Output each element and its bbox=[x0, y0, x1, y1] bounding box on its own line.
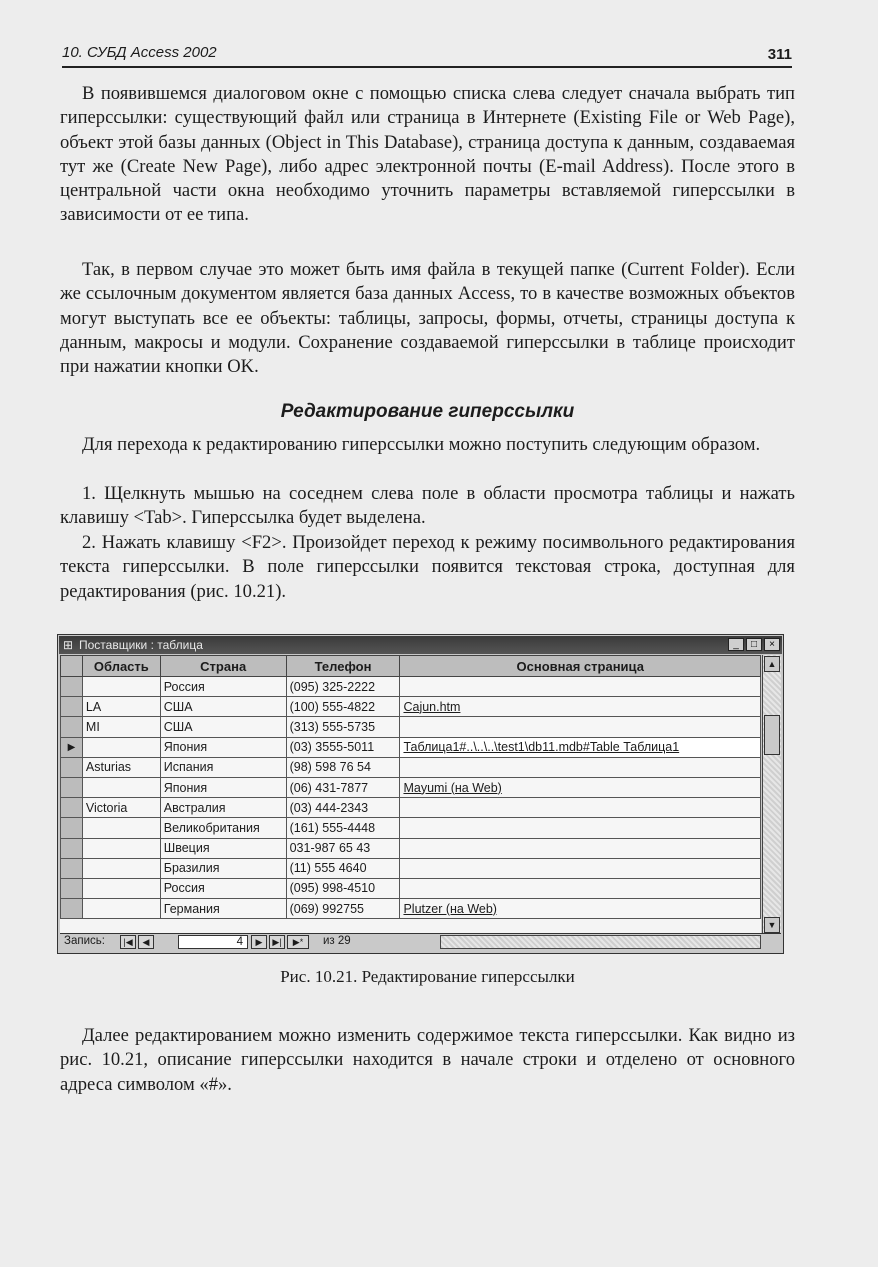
cell-homepage[interactable] bbox=[400, 878, 761, 898]
table-icon: ⊞ bbox=[63, 638, 74, 652]
figure-caption: Рис. 10.21. Редактирование гиперссылки bbox=[280, 967, 575, 986]
cell-country[interactable]: США bbox=[160, 697, 286, 717]
cell-homepage-editing[interactable]: Таблица1#..\..\..\test1\db11.mdb#Table Таблица1 bbox=[400, 737, 761, 757]
cell-phone[interactable]: (06) 431-7877 bbox=[286, 777, 400, 797]
new-record-button[interactable]: ▶* bbox=[287, 935, 309, 949]
cell-phone[interactable]: (095) 998-4510 bbox=[286, 878, 400, 898]
minimize-button[interactable]: _ bbox=[728, 638, 744, 651]
cell-country[interactable]: Австралия bbox=[160, 798, 286, 818]
cell-phone[interactable]: (313) 555-5735 bbox=[286, 717, 400, 737]
next-record-button[interactable]: ▶ bbox=[251, 935, 267, 949]
cell-phone[interactable]: (03) 3555-5011 bbox=[286, 737, 400, 757]
record-selector[interactable] bbox=[61, 899, 83, 919]
table-row bbox=[61, 677, 761, 697]
corner-selector[interactable] bbox=[61, 656, 83, 677]
running-title: 10. СУБД Access 2002 bbox=[62, 44, 217, 61]
table-row bbox=[61, 899, 761, 919]
cell-phone[interactable]: (100) 555-4822 bbox=[286, 697, 400, 717]
cell-phone[interactable]: (98) 598 76 54 bbox=[286, 757, 400, 777]
datasheet-grid bbox=[60, 655, 761, 934]
cell-homepage[interactable] bbox=[400, 838, 761, 858]
close-button[interactable]: × bbox=[764, 638, 780, 651]
window-titlebar[interactable] bbox=[59, 636, 782, 654]
cell-homepage[interactable] bbox=[400, 798, 761, 818]
cell-country[interactable]: США bbox=[160, 717, 286, 737]
scroll-thumb[interactable] bbox=[764, 715, 780, 755]
table-row-current bbox=[61, 737, 761, 757]
vertical-scrollbar[interactable] bbox=[762, 655, 781, 934]
cell-phone[interactable]: (069) 992755 bbox=[286, 899, 400, 919]
first-record-button[interactable]: |◀ bbox=[120, 935, 136, 949]
cell-country[interactable]: Испания bbox=[160, 757, 286, 777]
record-selector[interactable] bbox=[61, 878, 83, 898]
cell-country[interactable]: Великобритания bbox=[160, 818, 286, 838]
current-record-field[interactable]: 4 bbox=[178, 935, 248, 949]
cell-country[interactable]: Бразилия bbox=[160, 858, 286, 878]
cell-homepage[interactable] bbox=[400, 677, 761, 697]
header-row bbox=[61, 656, 761, 677]
record-navigation-bar bbox=[60, 933, 781, 951]
table-row bbox=[61, 697, 761, 717]
paragraph-current-folder: Так, в первом случае это может быть имя файла в текущей папке (Current Folder). Если же ссылочным документом является база данных Access, то в качестве возможных объектов могут выступать все ее объекты: таблицы, запросы, формы, отчеты, страницы доступа к данным, макросы и модули. Сохранение создаваемой гиперссылки в таблице происходит при нажатии кнопки OK. bbox=[60, 259, 795, 378]
table-row bbox=[61, 838, 761, 858]
column-header-area[interactable]: Область bbox=[82, 656, 160, 677]
record-selector[interactable] bbox=[61, 777, 83, 797]
record-selector[interactable] bbox=[61, 677, 83, 697]
section-heading: Редактирование гиперссылки bbox=[280, 401, 575, 422]
page-number: 311 bbox=[767, 46, 792, 63]
cell-area[interactable] bbox=[82, 818, 160, 838]
table-row bbox=[61, 777, 761, 797]
column-header-phone[interactable]: Телефон bbox=[286, 656, 400, 677]
access-table-window bbox=[57, 634, 784, 954]
cell-country[interactable]: Япония bbox=[160, 777, 286, 797]
cell-area[interactable] bbox=[82, 899, 160, 919]
scroll-down-arrow-icon[interactable]: ▼ bbox=[764, 917, 780, 933]
cell-phone[interactable]: (161) 555-4448 bbox=[286, 818, 400, 838]
record-selector[interactable] bbox=[61, 858, 83, 878]
cell-area[interactable] bbox=[82, 777, 160, 797]
scroll-up-arrow-icon[interactable]: ▲ bbox=[764, 656, 780, 672]
cell-area[interactable]: LA bbox=[82, 697, 160, 717]
cell-area[interactable]: MI bbox=[82, 717, 160, 737]
record-selector[interactable] bbox=[61, 838, 83, 858]
cell-area[interactable] bbox=[82, 677, 160, 697]
maximize-button[interactable]: □ bbox=[746, 638, 762, 651]
record-label: Запись: bbox=[64, 935, 105, 947]
paragraph-intro-editing: Для перехода к редактированию гиперссылки можно поступить следующим образом. bbox=[82, 434, 761, 455]
cell-area[interactable] bbox=[82, 838, 160, 858]
table-row bbox=[61, 717, 761, 737]
table-row bbox=[61, 818, 761, 838]
page-header bbox=[62, 40, 792, 68]
cell-area[interactable] bbox=[82, 858, 160, 878]
cell-homepage[interactable] bbox=[400, 818, 761, 838]
prev-record-button[interactable]: ◀ bbox=[138, 935, 154, 949]
record-selector[interactable] bbox=[61, 697, 83, 717]
cell-area[interactable] bbox=[82, 737, 160, 757]
cell-country[interactable]: Швеция bbox=[160, 838, 286, 858]
cell-homepage[interactable] bbox=[400, 717, 761, 737]
cell-country[interactable]: Россия bbox=[160, 878, 286, 898]
cell-country[interactable]: Япония bbox=[160, 737, 286, 757]
table-row bbox=[61, 757, 761, 777]
record-selector[interactable] bbox=[61, 798, 83, 818]
cell-country[interactable]: Германия bbox=[160, 899, 286, 919]
cell-homepage-link[interactable]: Cajun.htm bbox=[400, 697, 761, 717]
cell-phone[interactable]: (11) 555 4640 bbox=[286, 858, 400, 878]
table-row bbox=[61, 798, 761, 818]
column-header-country[interactable]: Страна bbox=[160, 656, 286, 677]
record-selector[interactable] bbox=[61, 717, 83, 737]
paragraph-conclusion: Далее редактированием можно изменить содержимое текста гиперссылки. Как видно из рис. 10.21, описание гиперссылки находится в начале строки и отделено от основного адреса символом «#». bbox=[60, 1025, 795, 1095]
cell-homepage[interactable] bbox=[400, 858, 761, 878]
paragraph-step-1: 1. Щелкнуть мышью на соседнем слева поле в области просмотра таблицы и нажать клавишу <Tab>. Гиперссылка будет выделена. bbox=[60, 483, 795, 529]
table-row bbox=[61, 858, 761, 878]
datasheet-table bbox=[60, 655, 761, 919]
record-count: из 29 bbox=[323, 935, 351, 947]
cell-country[interactable]: Россия bbox=[160, 677, 286, 697]
cell-homepage-link[interactable]: Mayumi (на Web) bbox=[400, 777, 761, 797]
paragraph-step-2: 2. Нажать клавишу <F2>. Произойдет переход к режиму посимвольного редактирования текста гиперссылки. В поле гиперссылки появится текстовая строка, доступная для редактирования (рис. 10.21). bbox=[60, 532, 795, 602]
cell-phone[interactable]: 031-987 65 43 bbox=[286, 838, 400, 858]
record-selector[interactable] bbox=[61, 818, 83, 838]
cell-area[interactable] bbox=[82, 878, 160, 898]
cell-phone[interactable]: (03) 444-2343 bbox=[286, 798, 400, 818]
current-record-arrow-icon[interactable]: ▶ bbox=[61, 737, 83, 757]
cell-area[interactable]: Asturias bbox=[82, 757, 160, 777]
column-header-homepage[interactable]: Основная страница bbox=[400, 656, 761, 677]
record-selector[interactable] bbox=[61, 757, 83, 777]
horizontal-scrollbar[interactable] bbox=[440, 935, 761, 949]
table-row bbox=[61, 878, 761, 898]
cell-area[interactable]: Victoria bbox=[82, 798, 160, 818]
cell-homepage-link[interactable]: Plutzer (на Web) bbox=[400, 899, 761, 919]
paragraph-hyperlink-types: В появившемся диалоговом окне с помощью списка слева следует сначала выбрать тип гиперссылки: существующий файл или страница в Интернете (Existing File or Web Page), объект этой базы данных (Object in This Database), страница доступа к данным, создаваемая тут же (Create New Page), либо адрес электронной почты (E-mail Address). После этого в центральной части окна необходимо уточнить параметры вставляемой гиперссылки в зависимости от ее типа. bbox=[60, 83, 795, 226]
last-record-button[interactable]: ▶| bbox=[269, 935, 285, 949]
cell-phone[interactable]: (095) 325-2222 bbox=[286, 677, 400, 697]
cell-homepage[interactable] bbox=[400, 757, 761, 777]
window-title: Поставщики : таблица bbox=[79, 638, 203, 652]
